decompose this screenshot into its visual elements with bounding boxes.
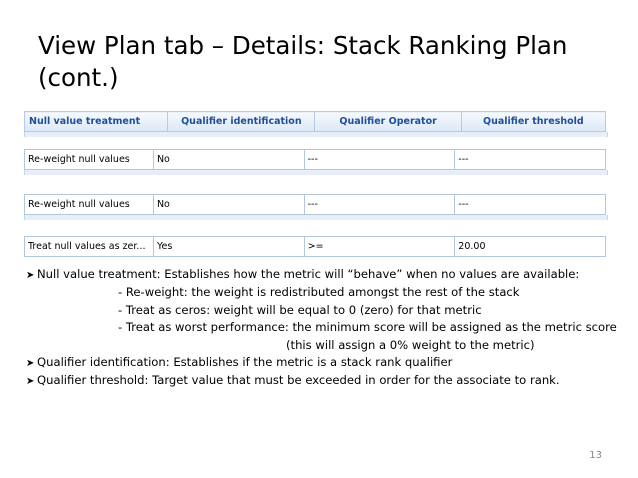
cell-qualifier-identification: No: [153, 150, 304, 170]
cell-qualifier-operator: >=: [304, 237, 455, 257]
table-header: [24, 111, 606, 132]
notes: [26, 266, 626, 391]
header-null-value-treatment: Null value treatment: [25, 112, 168, 132]
header-qualifier-threshold: Qualifier threshold: [461, 112, 605, 132]
cell-null-treatment: Re-weight null values: [25, 150, 154, 170]
cell-qualifier-operator: ---: [304, 150, 455, 170]
cell-qualifier-operator: ---: [304, 195, 455, 215]
note-ceros: - Treat as ceros: weight will be equal to 0 (zero) for that metric: [118, 302, 482, 317]
cell-null-treatment: Re-weight null values: [25, 195, 154, 215]
cell-qualifier-threshold: 20.00: [455, 237, 606, 257]
cell-qualifier-identification: No: [153, 195, 304, 215]
cell-qualifier-identification: Yes: [153, 237, 304, 257]
page-number: 13: [589, 450, 602, 461]
slide-title: View Plan tab – Details: Stack Ranking Plan (cont.): [38, 31, 568, 92]
arrow-bullet-icon: ➤: [26, 270, 35, 281]
table-row[interactable]: [24, 149, 606, 170]
header-band: [24, 132, 608, 137]
note-text: Qualifier threshold: Target value that must be exceeded in order for the associate to rank.: [37, 373, 560, 388]
cell-qualifier-threshold: ---: [455, 150, 606, 170]
note-null-treatment: [26, 266, 626, 284]
row-band: [24, 215, 608, 220]
table-row[interactable]: [24, 236, 606, 257]
note-qualifier-threshold: [26, 372, 626, 390]
note-worst: - Treat as worst performance: the minimum score will be assigned as the metric score: [118, 320, 617, 335]
note-text: Null value treatment: Establishes how the metric will “behave” when no values are available:: [37, 267, 580, 281]
arrow-bullet-icon: ➤: [26, 376, 35, 388]
header-qualifier-operator: Qualifier Operator: [315, 112, 461, 132]
note-text: Qualifier identification: Establishes if the metric is a stack rank qualifier: [37, 355, 453, 370]
arrow-bullet-icon: ➤: [26, 358, 35, 370]
cell-null-treatment: Treat null values as zer...: [25, 237, 154, 257]
note-reweight: - Re-weight: the weight is redistributed amongst the rest of the stack: [118, 285, 520, 300]
row-band: [24, 170, 608, 175]
table-row[interactable]: [24, 194, 606, 215]
note-qualifier-id: [26, 354, 626, 372]
cell-qualifier-threshold: ---: [455, 195, 606, 215]
note-worst-cont: (this will assign a 0% weight to the metric): [286, 337, 535, 352]
header-qualifier-identification: Qualifier identification: [168, 112, 315, 132]
